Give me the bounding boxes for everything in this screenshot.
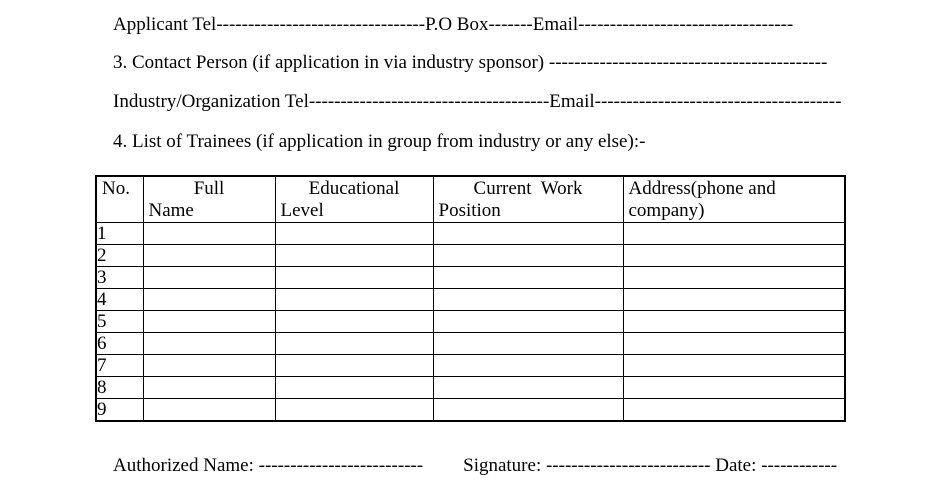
signature-date-label: Signature: -------------------------- Date: ------------	[463, 455, 838, 476]
address-cell	[623, 245, 845, 267]
educational-level-cell	[275, 355, 433, 377]
current-work-position-cell	[433, 399, 623, 422]
trainees-table	[95, 175, 846, 422]
header-company-label: company)	[628, 200, 705, 221]
table-row	[96, 355, 845, 377]
full-name-cell	[143, 245, 275, 267]
educational-level-cell	[275, 377, 433, 399]
educational-level-cell	[275, 289, 433, 311]
address-cell	[623, 267, 845, 289]
current-work-position-cell	[433, 355, 623, 377]
full-name-cell	[143, 355, 275, 377]
current-work-position-cell	[433, 267, 623, 289]
full-name-cell	[143, 333, 275, 355]
table-row	[96, 311, 845, 333]
full-name-cell	[143, 377, 275, 399]
educational-level-cell	[275, 311, 433, 333]
current-work-position-cell	[433, 289, 623, 311]
row-number-cell: 7	[96, 355, 143, 377]
header-level-label: Level	[280, 200, 324, 221]
full-name-cell	[143, 311, 275, 333]
row-number-cell: 1	[96, 223, 143, 245]
table-row	[96, 267, 845, 289]
full-name-cell	[143, 267, 275, 289]
educational-level-cell	[275, 223, 433, 245]
row-number-cell: 2	[96, 245, 143, 267]
address-cell	[623, 355, 845, 377]
header-full-label: Full	[193, 178, 225, 199]
table-row	[96, 223, 845, 245]
authorized-name-label: Authorized Name: --------------------------	[113, 455, 424, 476]
address-cell	[623, 311, 845, 333]
table-row	[96, 377, 845, 399]
educational-level-cell	[275, 245, 433, 267]
header-no-label: No.	[102, 178, 130, 199]
trainees-list-heading: 4. List of Trainees (if application in group from industry or any else):-	[113, 131, 646, 152]
header-cell-no	[96, 176, 143, 223]
full-name-cell	[143, 289, 275, 311]
table-row	[96, 289, 845, 311]
address-cell	[623, 223, 845, 245]
table-row	[96, 245, 845, 267]
table-row	[96, 399, 845, 422]
row-number-cell: 5	[96, 311, 143, 333]
full-name-cell	[143, 399, 275, 422]
educational-level-cell	[275, 333, 433, 355]
educational-level-cell	[275, 399, 433, 422]
authorization-footer-line	[113, 455, 837, 477]
row-number-cell: 8	[96, 377, 143, 399]
table-row	[96, 333, 845, 355]
header-cell-full-name	[143, 176, 275, 223]
row-number-cell: 9	[96, 399, 143, 422]
full-name-cell	[143, 223, 275, 245]
current-work-position-cell	[433, 223, 623, 245]
header-address-label: Address(phone and	[628, 178, 776, 199]
header-educational-label: Educational	[308, 178, 400, 199]
row-number-cell: 4	[96, 289, 143, 311]
current-work-position-cell	[433, 311, 623, 333]
header-cell-educational-level	[275, 176, 433, 223]
footer-spacer	[423, 455, 463, 477]
row-number-cell: 3	[96, 267, 143, 289]
industry-organization-tel-line: Industry/Organization Tel--------------------------------------Email---------------------------------------	[113, 91, 842, 112]
current-work-position-cell	[433, 245, 623, 267]
address-cell	[623, 333, 845, 355]
address-cell	[623, 399, 845, 422]
header-name-label: Name	[148, 200, 194, 221]
table-header-row	[96, 176, 845, 223]
header-cell-current-work-position	[433, 176, 623, 223]
current-work-position-cell	[433, 377, 623, 399]
educational-level-cell	[275, 267, 433, 289]
address-cell	[623, 377, 845, 399]
header-current-work-label: Current Work	[473, 178, 583, 199]
header-cell-address	[623, 176, 845, 223]
current-work-position-cell	[433, 333, 623, 355]
applicant-tel-line: Applicant Tel---------------------------------P.O Box-------Email----------------------------------	[113, 14, 794, 35]
address-cell	[623, 289, 845, 311]
contact-person-line: 3. Contact Person (if application in via industry sponsor) --------------------------------------------	[113, 52, 828, 73]
row-number-cell: 6	[96, 333, 143, 355]
header-position-label: Position	[438, 200, 501, 221]
